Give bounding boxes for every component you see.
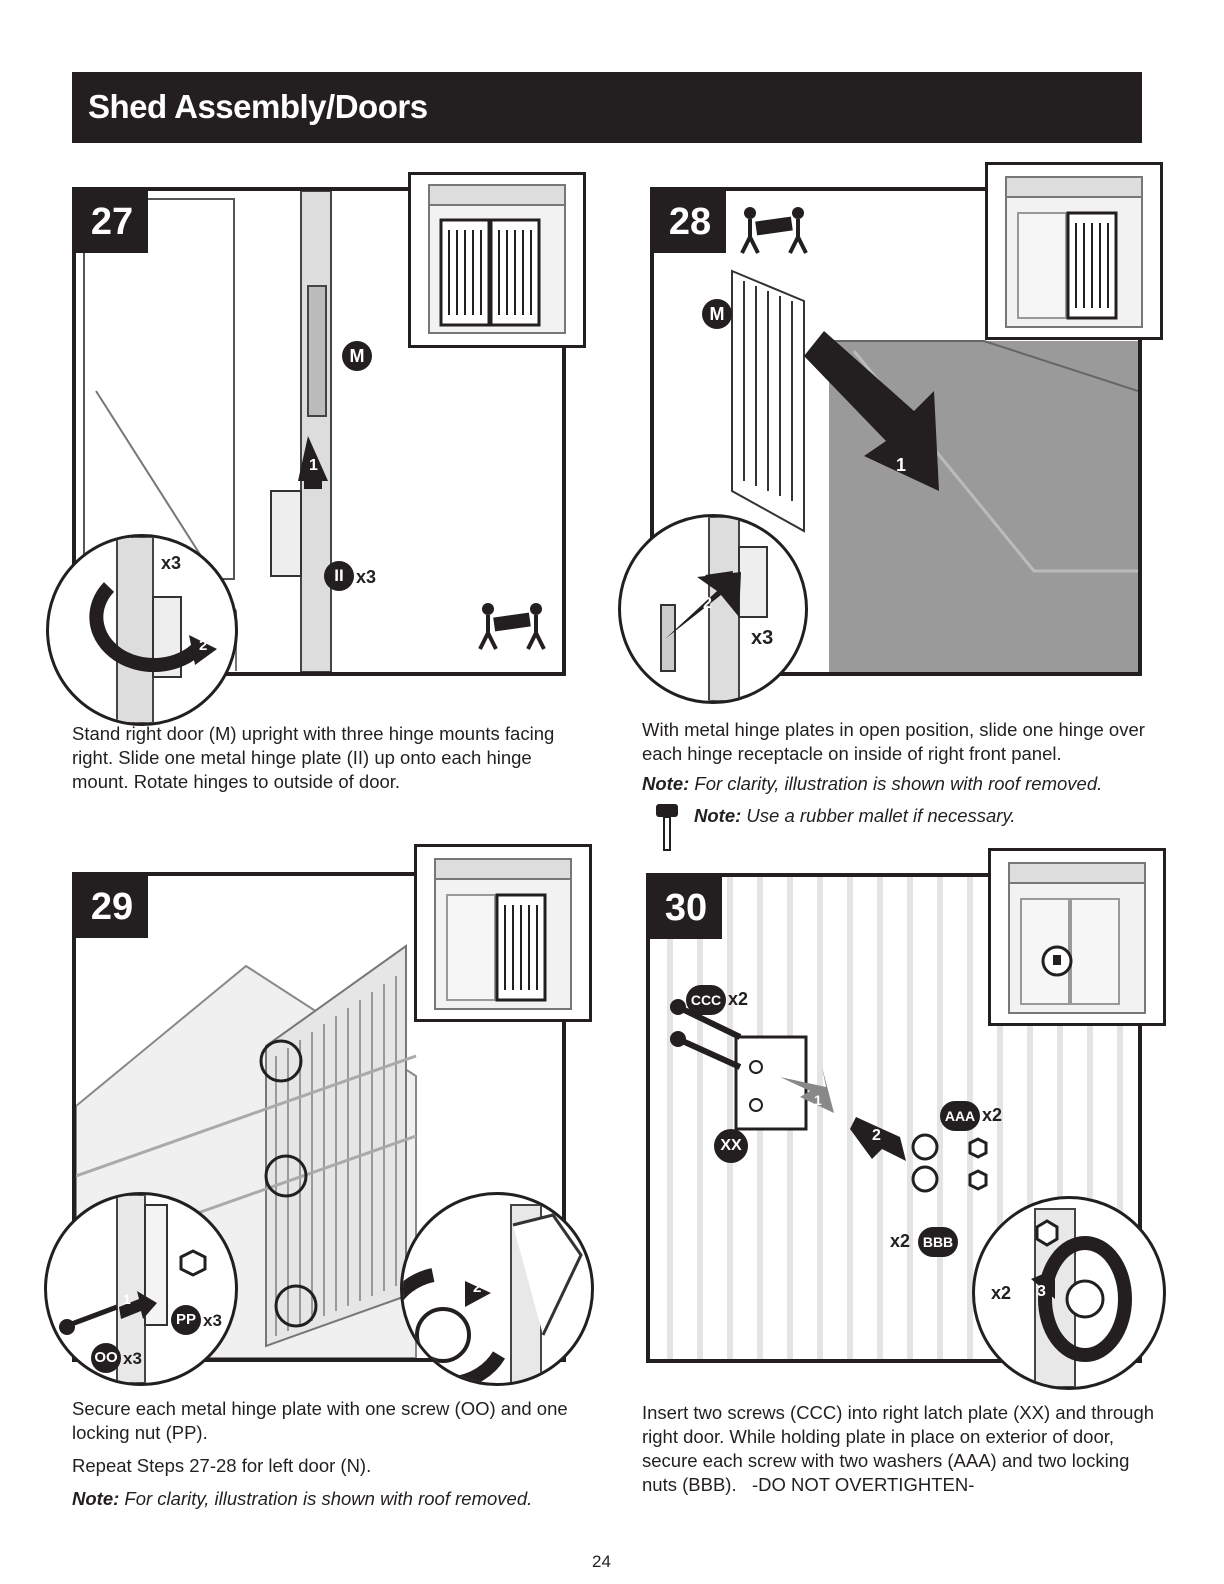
arrow-2-label: 2	[199, 637, 208, 654]
two-person-lift-icon	[738, 205, 810, 255]
shed-overview-icon	[411, 175, 583, 345]
step-28-note-mallet	[642, 804, 1152, 828]
note-text: For clarity, illustration is shown with roof removed.	[124, 1488, 533, 1509]
nut-quantity: x2	[890, 1231, 911, 1251]
hinge-rotate-detail	[49, 537, 235, 723]
step-27-shed-inset	[408, 172, 586, 348]
note-label: Note:	[72, 1488, 120, 1509]
section-header	[72, 72, 1142, 143]
note-label: Note:	[694, 805, 742, 826]
part-label-screw: OO	[91, 1343, 121, 1373]
arrow-1-label: 1	[814, 1092, 822, 1108]
step-30-instructions: Insert two screws (CCC) into right latch plate (XX) and through right door. While holding plate in place on exterior of door, secure each screw with two washers (AAA) and two locking nuts (BBB). -DO NOT OVERTIGHTEN-	[642, 1402, 1160, 1495]
part-label-door: M	[702, 299, 732, 329]
step-28-instructions: With metal hinge plates in open position, slide one hinge over each hinge receptacle on inside of right front panel.	[642, 719, 1145, 764]
part-label-door: M	[342, 341, 372, 371]
arrow-3-label: 3	[1037, 1283, 1046, 1300]
part-label-nut: PP	[171, 1305, 201, 1335]
part-label-nut: BBB	[918, 1227, 958, 1257]
step-29-repeat: Repeat Steps 27-28 for left door (N).	[72, 1455, 372, 1476]
part-label-latch: XX	[714, 1129, 748, 1163]
step-29-number: 29	[76, 876, 148, 938]
rubber-mallet-icon	[654, 804, 682, 852]
step-29-caption	[72, 1397, 582, 1520]
arrow-2-label: 2	[872, 1127, 881, 1144]
page-number: 24	[592, 1552, 611, 1571]
step-27-detail-circle	[46, 534, 238, 726]
wrench-tighten-detail	[403, 1195, 591, 1383]
detail-quantity: x2	[991, 1283, 1012, 1303]
hinge-slide-detail	[621, 517, 805, 701]
arrow-1-label: 1	[309, 457, 318, 474]
note-label: Note:	[642, 773, 690, 794]
step-29-shed-inset	[414, 844, 592, 1022]
shed-overview-icon	[991, 851, 1163, 1023]
hinge-quantity: x3	[356, 567, 377, 587]
step-30-shed-inset	[988, 848, 1166, 1026]
screw-quantity: x3	[123, 1349, 142, 1368]
note-text: For clarity, illustration is shown with roof removed.	[694, 773, 1103, 794]
step-27-caption	[72, 722, 582, 803]
arrow-2-label: 2	[703, 595, 712, 612]
step-28-number: 28	[654, 191, 726, 253]
two-person-lift-icon	[476, 601, 548, 651]
part-label-washer: AAA	[940, 1101, 980, 1131]
step-27-instructions: Stand right door (M) upright with three hinge mounts facing right. Slide one metal hinge plate (II) up onto each hinge mount. Rotate hinges to outside of door.	[72, 723, 555, 792]
shed-overview-icon	[417, 847, 589, 1019]
note-text: Use a rubber mallet if necessary.	[746, 805, 1016, 826]
arrow-1-label: 1	[896, 455, 907, 475]
step-29-detail-left	[44, 1192, 238, 1386]
arrow-1-label: 1	[123, 1291, 131, 1307]
nut-quantity: x3	[203, 1311, 222, 1330]
washer-quantity: x2	[982, 1105, 1003, 1125]
screw-quantity: x2	[728, 989, 749, 1009]
shed-overview-icon	[988, 165, 1160, 337]
section-title: Shed Assembly/Doors	[88, 88, 428, 125]
step-29-detail-right	[400, 1192, 594, 1386]
step-28-note-roof	[642, 772, 1152, 796]
step-30-detail-circle	[972, 1196, 1166, 1390]
step-28-shed-inset	[985, 162, 1163, 340]
detail-quantity: x3	[161, 553, 182, 573]
part-label-screw: CCC	[686, 985, 726, 1015]
step-28-caption	[642, 718, 1152, 828]
part-label-hinge: II	[324, 561, 354, 591]
step-30-caption	[642, 1401, 1162, 1506]
step-30-number: 30	[650, 877, 722, 939]
arrow-2-label: 2	[473, 1279, 482, 1296]
detail-quantity: x3	[751, 627, 774, 649]
step-28-detail-circle	[618, 514, 808, 704]
step-27-number: 27	[76, 191, 148, 253]
step-29-instructions: Secure each metal hinge plate with one screw (OO) and one locking nut (PP).	[72, 1398, 568, 1443]
